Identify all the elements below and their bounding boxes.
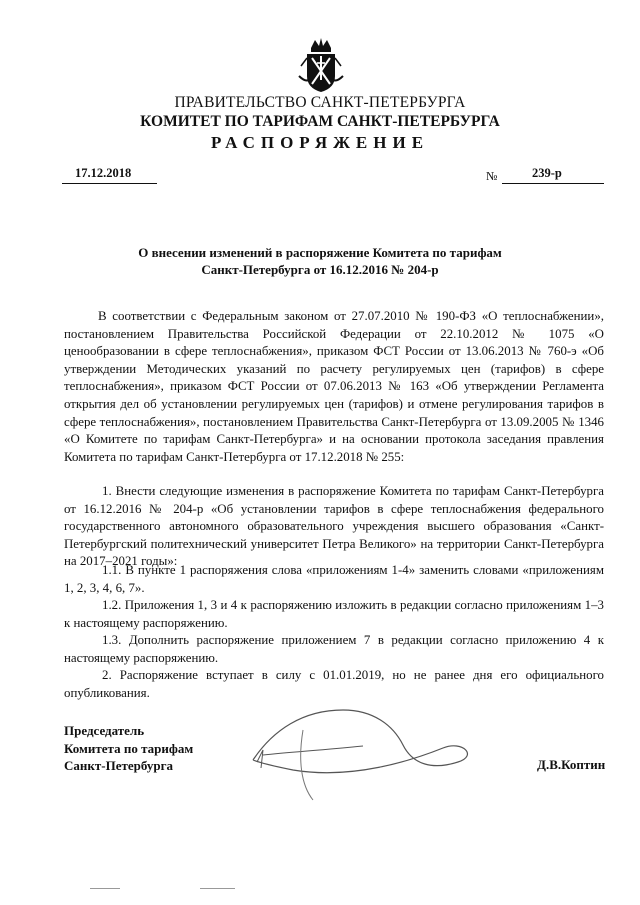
number-sign: № bbox=[486, 169, 498, 183]
signatory-position bbox=[64, 722, 193, 775]
item-1-2-paragraph: 1.2. Приложения 1, 3 и 4 к распоряжению изложить в редакции согласно приложениям 1–3 к настоящему распоряжению. bbox=[64, 598, 604, 630]
signatory-position-line3: Санкт-Петербурга bbox=[64, 758, 173, 773]
document-number: 239-р bbox=[532, 166, 562, 180]
handwritten-signature bbox=[233, 690, 493, 810]
signatory-name: Д.В.Коптин bbox=[537, 757, 606, 772]
signatory-position-line1: Председатель bbox=[64, 723, 145, 738]
document-title-line1: О внесении изменений в распоряжение Комитета по тарифам bbox=[138, 245, 502, 260]
item-1-3-paragraph: 1.3. Дополнить распоряжение приложением 7 в редакции согласно приложению 4 к настоящему распоряжению. bbox=[64, 633, 604, 665]
government-name: ПРАВИТЕЛЬСТВО САНКТ-ПЕТЕРБУРГА bbox=[174, 94, 466, 111]
item-2-paragraph: 2. Распоряжение вступает в силу с 01.01.2019, но не ранее дня его официального опубликования. bbox=[64, 668, 604, 700]
committee-name: КОМИТЕТ ПО ТАРИФАМ САНКТ-ПЕТЕРБУРГА bbox=[140, 113, 500, 130]
signatory-position-line2: Комитета по тарифам bbox=[64, 740, 194, 756]
item-1-paragraph: 1. Внести следующие изменения в распоряжение Комитета по тарифам Санкт-Петербурга от 16.12.2016 № 204-р «Об установлении тарифов в сфере теплоснабжения федерального государственного автономного образовательного учреждения высшего образования «Санкт-Петербургский политехнический университет Петра Великого» на территории Санкт-Петербурга на 2017–2021 годы»: bbox=[64, 484, 604, 569]
document-date: 17.12.2018 bbox=[75, 166, 132, 180]
document-type: РАСПОРЯЖЕНИЕ bbox=[210, 133, 430, 152]
document-title-line2: Санкт-Петербурга от 16.12.2016 № 204-р bbox=[201, 262, 439, 277]
item-1-1-paragraph: 1.1. В пункте 1 распоряжения слова «приложениям 1-4» заменить словами «приложениям 1, 2, 3, 4, 6, 7». bbox=[64, 563, 604, 595]
coat-of-arms-icon bbox=[295, 36, 347, 94]
preamble-paragraph: В соответствии с Федеральным законом от 27.07.2010 № 190-ФЗ «О теплоснабжении», постановлением Правительства Российской Федерации от 22.10.2012 № 1075 «О ценообразовании в сфере теплоснабжения», приказом ФСТ России от 13.06.2013 № 760-э «Об утверждении Методических указаний по расчету регулируемых цен (тарифов) в сфере теплоснабжения», приказом ФСТ России от 07.06.2013 № 163 «Об утверждении Регламента открытия дел об установлении регулируемых цен (тарифов) и отмене регулирования тарифов в сфере теплоснабжения», постановлением Правительства Санкт-Петербурга от 13.09.2005 № 1346 «О Комитете по тарифам Санкт-Петербурга» и на основании протокола заседания правления Комитета по тарифам Санкт-Петербурга от 17.12.2018 № 255: bbox=[64, 309, 604, 464]
footer-mark-right bbox=[200, 888, 235, 889]
footer-mark-left bbox=[90, 888, 120, 889]
